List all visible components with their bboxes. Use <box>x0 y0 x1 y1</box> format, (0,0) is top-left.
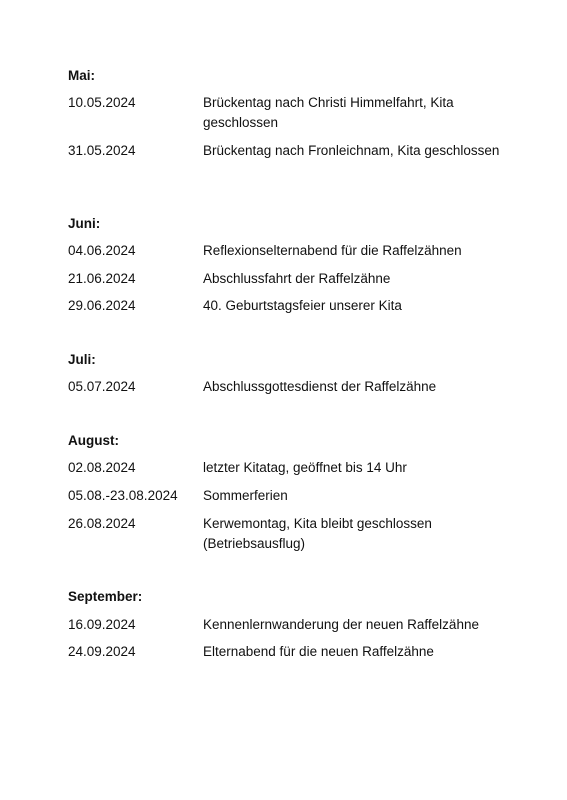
month-heading-august: August: <box>68 433 119 448</box>
month-heading-september: September: <box>68 589 143 604</box>
entry-date: 04.06.2024 <box>68 243 136 258</box>
entry-date: 26.08.2024 <box>68 516 136 531</box>
entry-text: Brückentag nach Christi Himmelfahrt, Kita geschlossen <box>203 95 454 130</box>
entry-text: Sommerferien <box>203 488 288 503</box>
month-heading-juli: Juli: <box>68 352 96 367</box>
entry-text: Elternabend für die neuen Raffelzähne <box>203 644 434 659</box>
entry-text: Abschlussgottesdienst der Raffelzähne <box>203 379 437 394</box>
entry-text: Kerwemontag, Kita bleibt geschlossen (Betriebsausflug) <box>203 516 432 551</box>
entry-text: Brückentag nach Fronleichnam, Kita geschlossen <box>203 143 500 158</box>
entry-date: 31.05.2024 <box>68 143 136 158</box>
entry-text: letzter Kitatag, geöffnet bis 14 Uhr <box>203 460 407 475</box>
entry-text: 40. Geburtstagsfeier unserer Kita <box>203 298 402 313</box>
entry-date: 05.07.2024 <box>68 379 136 394</box>
entry-date: 10.05.2024 <box>68 95 136 110</box>
entry-date: 05.08.-23.08.2024 <box>68 488 178 503</box>
entry-text: Reflexionselternabend für die Raffelzähnen <box>203 243 462 258</box>
entry-text: Abschlussfahrt der Raffelzähne <box>203 271 391 286</box>
entry-date: 29.06.2024 <box>68 298 136 313</box>
month-heading-mai: Mai: <box>68 68 95 83</box>
entry-date: 21.06.2024 <box>68 271 136 286</box>
entry-date: 02.08.2024 <box>68 460 136 475</box>
month-heading-juni: Juni: <box>68 216 101 231</box>
entry-date: 16.09.2024 <box>68 617 136 632</box>
entry-date: 24.09.2024 <box>68 644 136 659</box>
entry-text: Kennenlernwanderung der neuen Raffelzähne <box>203 617 479 632</box>
